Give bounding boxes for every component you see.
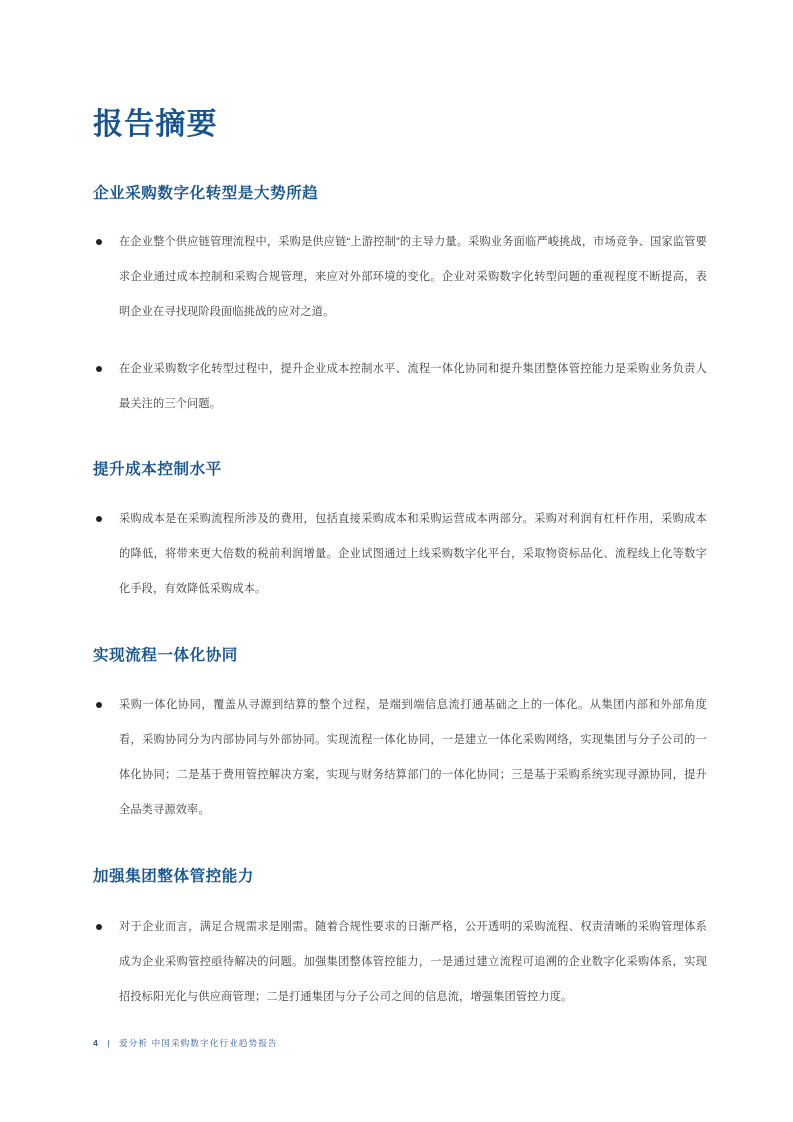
list-item-text: 在企业采购数字化转型过程中，提升企业成本控制水平、流程一体化协同和提升集团整体管控能力是采购业务负责人最关注的三个问题。: [119, 362, 707, 410]
bullet-marker-icon: [96, 366, 102, 372]
page-content: [93, 0, 707, 1015]
bullet-list: [93, 688, 707, 828]
footer-document-name: 爱分析 中国采购数字化行业趋势报告: [119, 1038, 278, 1048]
list-item: [93, 502, 707, 607]
list-item: [93, 225, 707, 330]
page-footer: [93, 1037, 278, 1049]
bullet-list: [93, 502, 707, 607]
list-item: [93, 910, 707, 1015]
list-item-text: 采购成本是在采购流程所涉及的费用，包括直接采购成本和采购运营成本两部分。采购对利润有杠杆作用，采购成本的降低，将带来更大倍数的税前利润增量。企业试图通过上线采购数字化平台，采取物资标品化、流程线上化等数字化手段，有效降低采购成本。: [119, 513, 707, 595]
footer-page-number: 4: [93, 1038, 99, 1048]
section-process-integration: [93, 607, 707, 828]
list-item: [93, 352, 707, 422]
list-item-text: 在企业整个供应链管理流程中，采购是供应链“上游控制”的主导力量。采购业务面临严峻挑战，市场竞争、国家监管要求企业通过成本控制和采购合规管理，来应对外部环境的变化。企业对采购数字化转型问题的重视程度不断提高，表明企业在寻找现阶段面临挑战的应对之道。: [119, 235, 707, 318]
section-cost-control: [93, 422, 707, 607]
section-heading: 实现流程一体化协同: [93, 647, 238, 664]
bullet-marker-icon: [96, 239, 102, 245]
section-heading: 提升成本控制水平: [93, 460, 222, 478]
list-item: [93, 688, 707, 828]
section-group-governance: [93, 828, 707, 1014]
section-enterprise-procurement-digital-trend: [93, 144, 707, 422]
bullet-marker-icon: [96, 516, 102, 522]
section-heading: 企业采购数字化转型是大势所趋: [93, 184, 319, 202]
bullet-list: [93, 910, 707, 1015]
page-title: 报告摘要: [93, 108, 218, 141]
bullet-marker-icon: [96, 924, 102, 930]
list-item-text: 对于企业而言，满足合规需求是刚需。随着合规性要求的日渐严格，公开透明的采购流程、权责清晰的采购管理体系成为企业采购管控亟待解决的问题。加强集团整体管控能力，一是通过建立流程可追溯的企业数字化采购体系，实现招投标阳光化与供应商管理；二是打通集团与分子公司之间的信息流，增强集团管控力度。: [119, 920, 707, 1003]
section-heading: 加强集团整体管控能力: [93, 868, 255, 886]
bullet-list: [93, 225, 707, 422]
bullet-marker-icon: [96, 702, 102, 708]
footer-separator: |: [107, 1038, 111, 1048]
list-item-text: 采购一体化协同，覆盖从寻源到结算的整个过程，是端到端信息流打通基础之上的一体化。从集团内部和外部角度看，采购协同分为内部协同与外部协同。实现流程一体化协同，一是建立一体化采购网络，实现集团与分子公司的一体化协同；二是基于费用管控解决方案，实现与财务结算部门的一体化协同；三是基于采购系统实现寻源协同，提升全品类寻源效率。: [119, 699, 707, 817]
